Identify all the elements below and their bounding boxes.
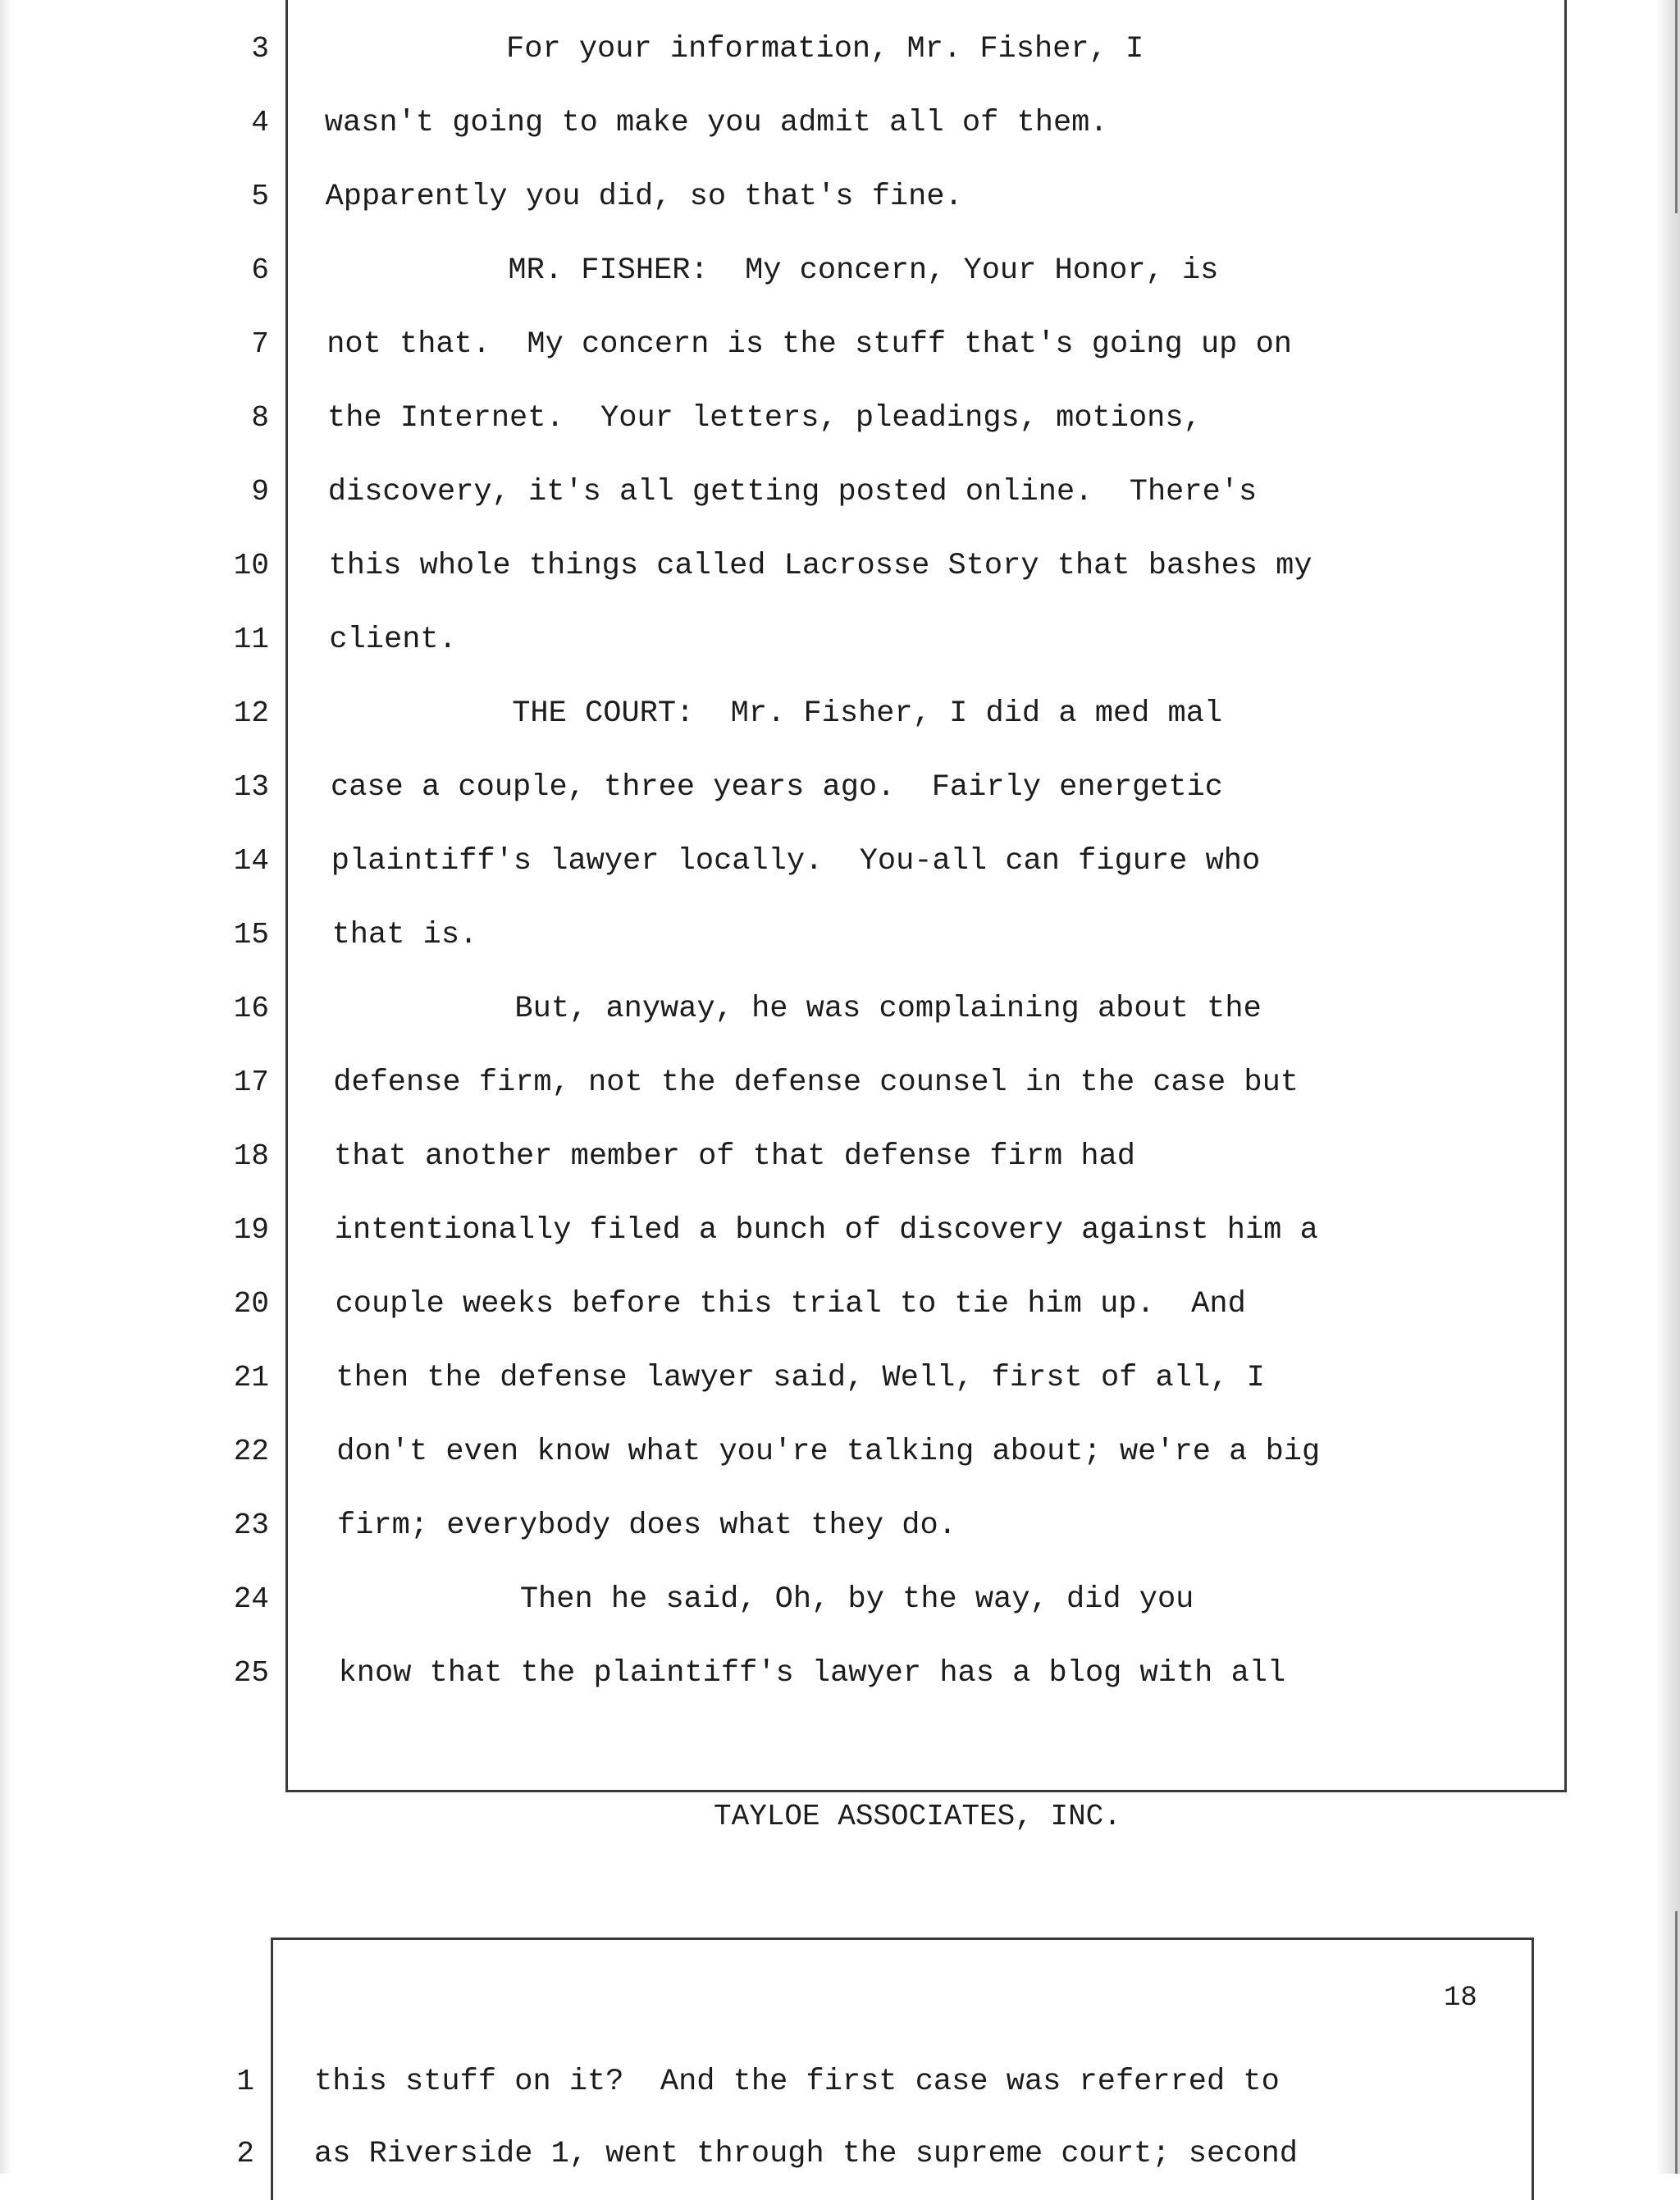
line-number: 1 <box>236 2065 254 2098</box>
line-number: 6 <box>251 253 269 287</box>
scan-edge-left <box>0 0 11 2174</box>
line-text: Then he said, Oh, by the way, did you <box>337 1582 1194 1617</box>
line-text: couple weeks before this trial to tie him up. And <box>335 1287 1246 1321</box>
page-number: 18 <box>1444 1983 1477 2014</box>
line-text: Apparently you did, so that's fine. <box>325 180 963 214</box>
line-text: intentionally filed a bunch of discovery against him a <box>334 1213 1318 1248</box>
line-text: this whole things called Lacrosse Story that bashes my <box>328 549 1312 583</box>
line-text: defense firm, not the defense counsel in the case but <box>333 1066 1299 1100</box>
scan-rule-lower <box>1675 1911 1678 2174</box>
line-text: wasn't going to make you admit all of them. <box>324 106 1108 140</box>
line-text: But, anyway, he was complaining about the <box>332 992 1262 1026</box>
line-number: 5 <box>251 180 269 213</box>
scan-edge-right <box>1655 0 1680 2174</box>
line-number: 25 <box>233 1656 269 1690</box>
line-number: 17 <box>233 1066 269 1099</box>
line-number: 20 <box>233 1287 269 1321</box>
line-number: 21 <box>233 1361 269 1394</box>
line-number: 8 <box>251 401 269 435</box>
line-number: 4 <box>251 106 269 139</box>
line-number: 24 <box>233 1582 269 1616</box>
line-number: 22 <box>233 1435 269 1468</box>
line-text: plaintiff's lawyer locally. You-all can figure who <box>331 844 1261 879</box>
line-text: THE COURT: Mr. Fisher, I did a med mal <box>330 696 1223 731</box>
line-text: firm; everybody does what they do. <box>337 1509 956 1543</box>
line-text: the Internet. Your letters, pleadings, motions, <box>327 401 1202 436</box>
line-text: discovery, it's all getting posted online. There's <box>327 475 1258 509</box>
line-text: not that. My concern is the stuff that's going up on <box>326 327 1292 362</box>
line-text: case a couple, three years ago. Fairly energetic <box>331 770 1223 805</box>
scan-rule-upper <box>1675 0 1678 213</box>
line-text: that is. <box>331 918 478 952</box>
line-text: client. <box>329 623 457 657</box>
line-number: 19 <box>233 1213 269 1247</box>
line-text: this stuff on it? And the first case was referred to <box>314 2065 1280 2099</box>
line-number: 16 <box>233 992 269 1025</box>
line-number: 13 <box>233 770 269 804</box>
line-number: 14 <box>233 844 269 878</box>
line-number: 15 <box>233 918 269 952</box>
line-number: 11 <box>233 623 269 656</box>
line-number: 18 <box>233 1139 269 1173</box>
line-text: For your information, Mr. Fisher, I <box>324 32 1144 66</box>
line-number: 3 <box>251 32 269 66</box>
line-number: 7 <box>251 327 269 361</box>
line-text: as Riverside 1, went through the supreme court; second <box>314 2137 1298 2171</box>
line-text: know that the plaintiff's lawyer has a blog with all <box>338 1656 1286 1691</box>
line-text: then the defense lawyer said, Well, first of all, I <box>336 1361 1265 1395</box>
page-footer: TAYLOE ASSOCIATES, INC. <box>714 1800 1121 1833</box>
line-number: 10 <box>233 549 269 582</box>
line-number: 2 <box>236 2137 254 2170</box>
line-number: 9 <box>251 475 269 509</box>
line-number: 12 <box>233 696 269 730</box>
line-text: MR. FISHER: My concern, Your Honor, is <box>326 253 1219 288</box>
line-text: that another member of that defense firm had <box>334 1139 1135 1174</box>
line-number: 23 <box>233 1509 269 1542</box>
line-text: don't even know what you're talking about; we're a big <box>336 1435 1321 1469</box>
